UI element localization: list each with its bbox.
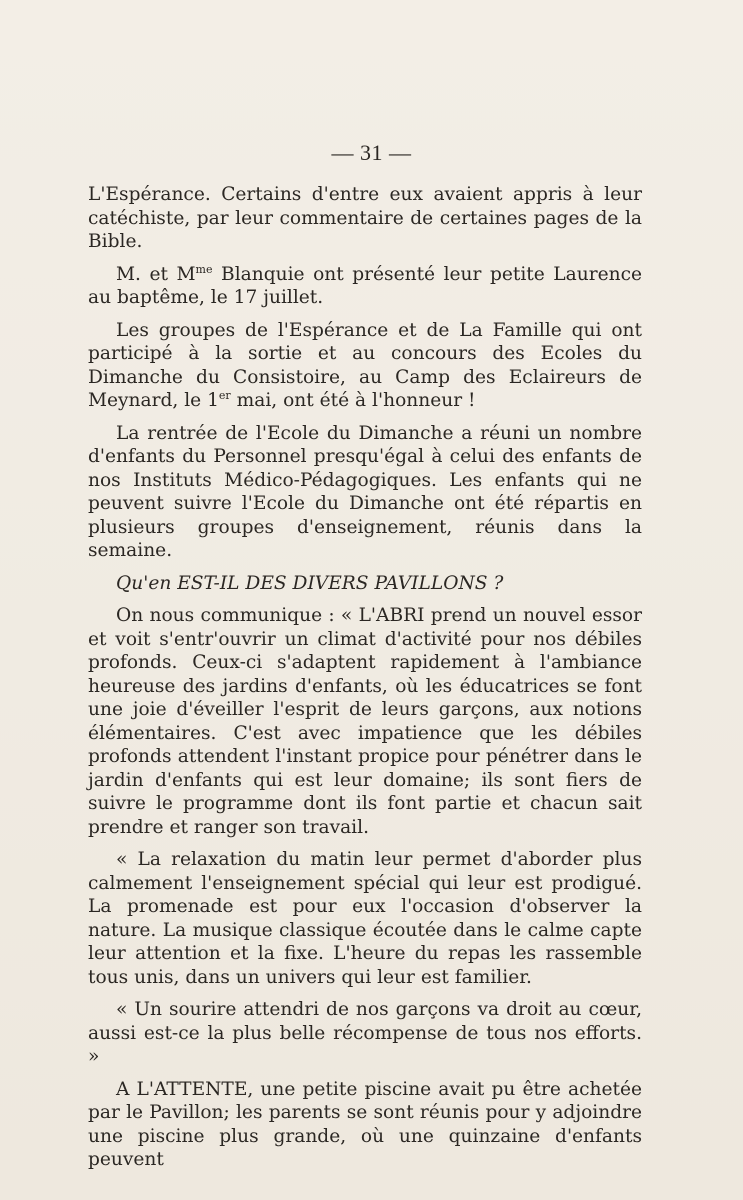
superscript: er (218, 389, 231, 402)
body-text (88, 183, 642, 1181)
section-heading: Qu'en EST-IL DES DIVERS PAVILLONS ? (116, 572, 504, 594)
paragraph: A L'ATTENTE, une petite piscine avait pu être achetée par le Pavillon; les parents se sont réunis pour y adjoindre une piscine plus grande, où une quinzaine d'enfants peuvent (88, 1078, 642, 1170)
page-number: — 31 — (331, 140, 412, 165)
text-run: mai, ont été à l'honneur ! (230, 390, 476, 411)
superscript: me (195, 262, 213, 276)
paragraph: On nous communique : « L'ABRI prend un nouvel essor et voit s'entr'ouvrir un climat d'activité pour nos débiles profonds. Ceux-ci s'adaptent rapidement à l'ambiance heureuse des jardins d'enfants, où les éducatrices se font une joie d'éveiller l'esprit de leurs garçons, aux notions élémentaires. C'est avec impatience que les débiles profonds attendent l'instant propice pour pénétrer dans le jardin d'enfants qui est leur domaine; ils sont fiers de suivre le programme dont ils font partie et chacun sait prendre et ranger son travail. (88, 605, 642, 838)
text-run: Les groupes de l'Espérance et de La Famille qui ont participé à la sortie et au concours des Ecoles du Dimanche du Consistoire, au Camp des Eclaireurs de Meynard, le 1 (88, 319, 642, 411)
text-run: Blanquie ont présenté leur petite Laurence au baptême, le 17 juillet. (88, 263, 642, 308)
paragraph (88, 263, 642, 310)
text-run: M. et M (116, 263, 196, 285)
paragraph: La rentrée de l'Ecole du Dimanche a réuni un nombre d'enfants du Personnel presqu'égal à celui des enfants de nos Instituts Médico-Pédagogiques. Les enfants qui ne peuvent suivre l'Ecole du Dimanche ont été répartis en plusieurs groupes d'enseignement, réunis dans la semaine. (88, 422, 642, 561)
paragraph (88, 319, 642, 413)
paragraph: « La relaxation du matin leur permet d'aborder plus calmement l'enseignement spécial qui leur est prodigué. La promenade est pour eux l'occasion d'observer la nature. La musique classique écoutée dans le calme capte leur attention et la fixe. L'heure du repas les rassemble tous unis, dans un univers qui leur est familier. (88, 849, 642, 988)
paragraph: « Un sourire attendri de nos garçons va droit au cœur, aussi est-ce la plus belle récompense de tous nos efforts. » (88, 999, 642, 1067)
paragraph: L'Espérance. Certains d'entre eux avaient appris à leur catéchiste, par leur commentaire de certaines pages de la Bible. (88, 184, 642, 252)
